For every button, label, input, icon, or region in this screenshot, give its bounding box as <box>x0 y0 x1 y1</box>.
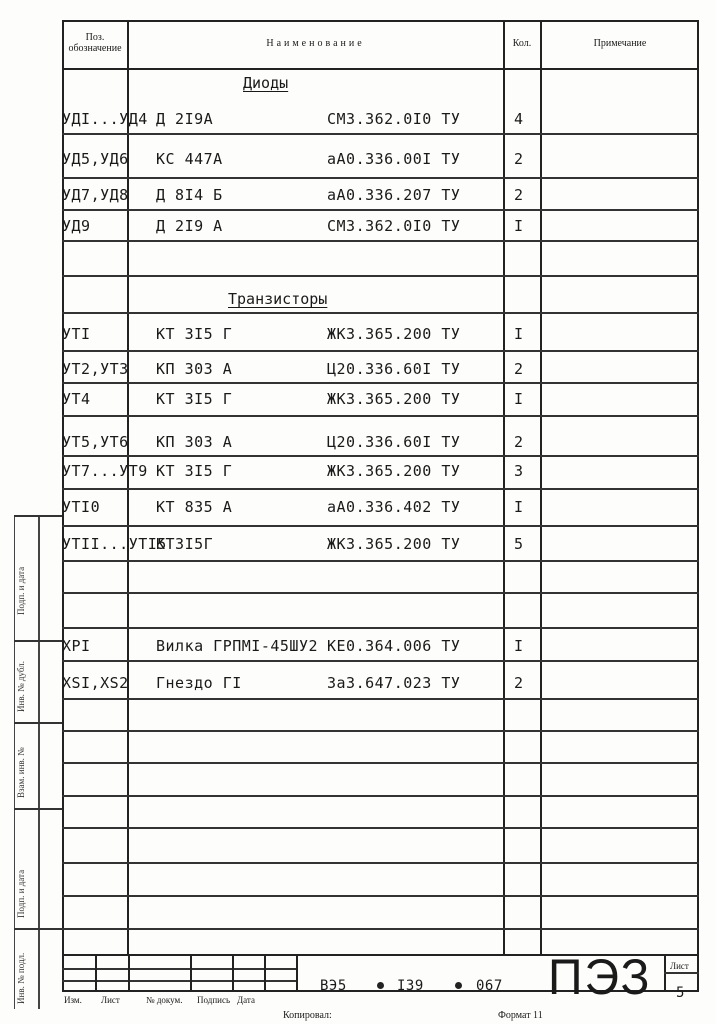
cell-qty: I <box>514 637 524 655</box>
cell-qty: 2 <box>514 150 524 168</box>
titleblock-inner-line-2 <box>62 980 297 982</box>
cell-spec: аА0.336.402 ТУ <box>327 498 461 516</box>
tb-data: Дата <box>237 995 255 1005</box>
row-line <box>62 525 699 527</box>
row-line <box>62 488 699 490</box>
row-line <box>62 895 699 897</box>
strip-label-2: Инв. № дубл. <box>16 661 26 712</box>
cell-name: КТ 3I5 Г <box>156 462 233 480</box>
tb-code-3: 067 <box>476 978 503 994</box>
strip-label-1: Подп. и дата <box>16 566 26 615</box>
row-line <box>62 795 699 797</box>
cell-pos: УДI...УД4 <box>62 110 148 128</box>
row-line <box>62 209 699 211</box>
tb-sheet-label: Лист <box>670 961 689 971</box>
tb-col-3 <box>190 954 192 992</box>
tb-sheet-line <box>664 972 699 974</box>
cell-spec: ЖКЗ.365.200 ТУ <box>327 390 461 408</box>
cell-pos: УД5,УД6 <box>62 150 129 168</box>
cell-pos: УТI <box>62 325 91 343</box>
tb-col-4 <box>232 954 234 992</box>
row-line <box>62 698 699 700</box>
cell-pos: XPI <box>62 637 91 655</box>
header-name: Наименование <box>266 38 365 49</box>
cell-qty: I <box>514 217 524 235</box>
cell-pos: УД9 <box>62 217 91 235</box>
cell-pos: УТI0 <box>62 498 101 516</box>
cell-spec: ЖКЗ.365.200 ТУ <box>327 325 461 343</box>
tb-col-2 <box>128 954 130 992</box>
cell-name: Д 2I9А <box>156 110 214 128</box>
cell-qty: 2 <box>514 360 524 378</box>
row-line <box>62 560 699 562</box>
cell-spec: аА0.336.207 ТУ <box>327 186 461 204</box>
cell-qty: I <box>514 498 524 516</box>
row-line <box>62 312 699 314</box>
column-divider-name <box>503 20 505 954</box>
footer-format: Формат 11 <box>498 1010 543 1021</box>
row-line <box>62 627 699 629</box>
cell-name: КТ 835 А <box>156 498 233 516</box>
bullet-icon <box>455 982 462 989</box>
row-line <box>62 133 699 135</box>
cell-name: КП 303 А <box>156 433 233 451</box>
strip-line-4 <box>14 808 62 810</box>
tb-doctype: ПЭЗ <box>548 949 652 1006</box>
row-line <box>62 928 699 930</box>
row-line <box>62 862 699 864</box>
tb-col-5 <box>264 954 266 992</box>
row-line <box>62 730 699 732</box>
cell-pos: УД7,УД8 <box>62 186 129 204</box>
cell-qty: 3 <box>514 462 524 480</box>
row-line <box>62 275 699 277</box>
cell-spec: ЖКЗ.365.200 ТУ <box>327 535 461 553</box>
binding-strip-divider <box>38 515 40 1009</box>
tb-col-6 <box>296 954 298 992</box>
row-line <box>62 762 699 764</box>
titleblock-inner-line-1 <box>62 968 297 970</box>
cell-name: КП 303 А <box>156 360 233 378</box>
tb-code-1: ВЭ5 <box>320 978 347 994</box>
cell-name: Д 8I4 Б <box>156 186 223 204</box>
cell-pos: УТ2,УТ3 <box>62 360 129 378</box>
tb-izm: Изм. <box>64 995 82 1005</box>
strip-label-5: Инв. № подл. <box>16 952 26 1004</box>
header-qty: Кол. <box>512 38 532 49</box>
cell-pos: УТII...УТI5 <box>62 535 167 553</box>
cell-name: КТ 3I5 Г <box>156 390 233 408</box>
cell-spec: ЗаЗ.647.023 ТУ <box>327 674 461 692</box>
tb-col-1 <box>95 954 97 992</box>
column-divider-qty <box>540 20 542 954</box>
cell-qty: 2 <box>514 433 524 451</box>
row-line <box>62 240 699 242</box>
row-line <box>62 350 699 352</box>
cell-name: КТ 3I5 Г <box>156 325 233 343</box>
cell-spec: КЕ0.364.006 ТУ <box>327 637 461 655</box>
row-line <box>62 382 699 384</box>
cell-name: Вилка ГРПМI-45ШУ2 <box>156 637 319 655</box>
header-bottom-line <box>62 68 699 70</box>
header-note: Примечание <box>593 38 647 49</box>
tb-podpis: Подпись <box>197 995 231 1005</box>
section-transistors: Транзисторы <box>228 290 328 308</box>
cell-name: КТ3I5Г <box>156 535 214 553</box>
footer-copied: Копировал: <box>283 1010 332 1021</box>
row-line <box>62 415 699 417</box>
cell-name: КС 447А <box>156 150 223 168</box>
cell-qty: I <box>514 390 524 408</box>
cell-qty: 4 <box>514 110 524 128</box>
row-line <box>62 660 699 662</box>
cell-pos: УТ5,УТ6 <box>62 433 129 451</box>
bullet-icon <box>377 982 384 989</box>
row-line <box>62 455 699 457</box>
strip-line-5 <box>14 928 62 930</box>
tb-sheet-number: 5 <box>676 985 685 1001</box>
section-diodes: Диоды <box>243 74 289 92</box>
tb-docnum: № докум. <box>146 995 183 1005</box>
strip-label-4: Подп. и дата <box>16 869 26 918</box>
cell-qty: 5 <box>514 535 524 553</box>
cell-name: Гнездо ГI <box>156 674 242 692</box>
cell-name: Д 2I9 А <box>156 217 223 235</box>
cell-pos: XSI,XS2 <box>62 674 129 692</box>
cell-spec: Ц20.336.60I ТУ <box>327 433 461 451</box>
cell-spec: СМЗ.362.0I0 ТУ <box>327 110 461 128</box>
tb-code-2: I39 <box>397 978 424 994</box>
cell-spec: СМЗ.362.0I0 ТУ <box>327 217 461 235</box>
tb-list: Лист <box>101 995 120 1005</box>
cell-spec: Ц20.336.60I ТУ <box>327 360 461 378</box>
row-line <box>62 177 699 179</box>
cell-qty: 2 <box>514 674 524 692</box>
row-line <box>62 592 699 594</box>
cell-spec: ЖКЗ.365.200 ТУ <box>327 462 461 480</box>
strip-line-3 <box>14 722 62 724</box>
cell-pos: УТ4 <box>62 390 91 408</box>
cell-qty: 2 <box>514 186 524 204</box>
cell-pos: УТ7...УТ9 <box>62 462 148 480</box>
cell-qty: I <box>514 325 524 343</box>
strip-line-1 <box>14 515 62 517</box>
cell-spec: аА0.336.00I ТУ <box>327 150 461 168</box>
strip-label-3: Взам. инв. № <box>16 747 26 798</box>
row-line <box>62 827 699 829</box>
strip-line-2 <box>14 640 62 642</box>
header-pos: Поз. обозначение <box>68 32 122 54</box>
